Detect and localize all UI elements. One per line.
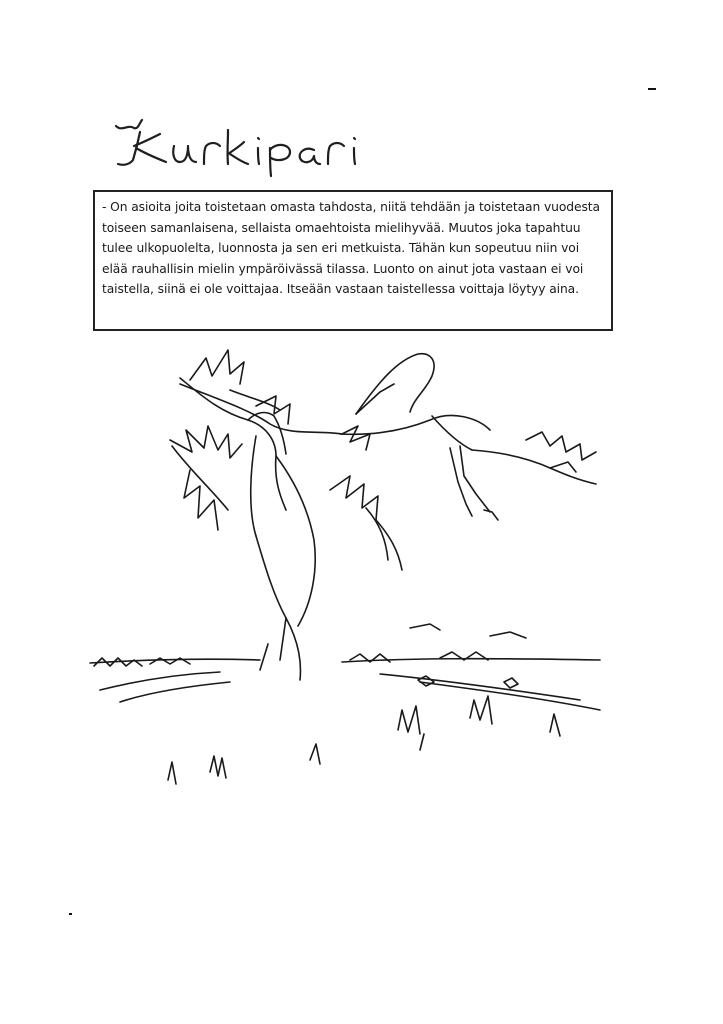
- scan-edge-mark-bottom: [69, 913, 72, 915]
- scan-edge-mark-top: [648, 88, 656, 90]
- body-paragraph: - On asioita joita toistetaan omasta tahdosta, niitä tehdään ja toistetaan vuodesta toiseen samanlaisena, sellaista omaehtoista mielihyvää. Muutos joka tapahtuu tulee ulkopuolelta, luonnosta ja sen eri metkuista. Tähän kun sopeutuu niin voi elää rauhallisin mielin ympäröivässä tilassa. Luonto on ainut jota vastaan ei voi taistella, siinä ei ole voittajaa. Itseään vastaan taistellessa voittaja löytyy aina.: [102, 200, 600, 297]
- crane-pair-illustration: [80, 340, 620, 820]
- text-box: [93, 190, 613, 331]
- document-title: [100, 108, 370, 178]
